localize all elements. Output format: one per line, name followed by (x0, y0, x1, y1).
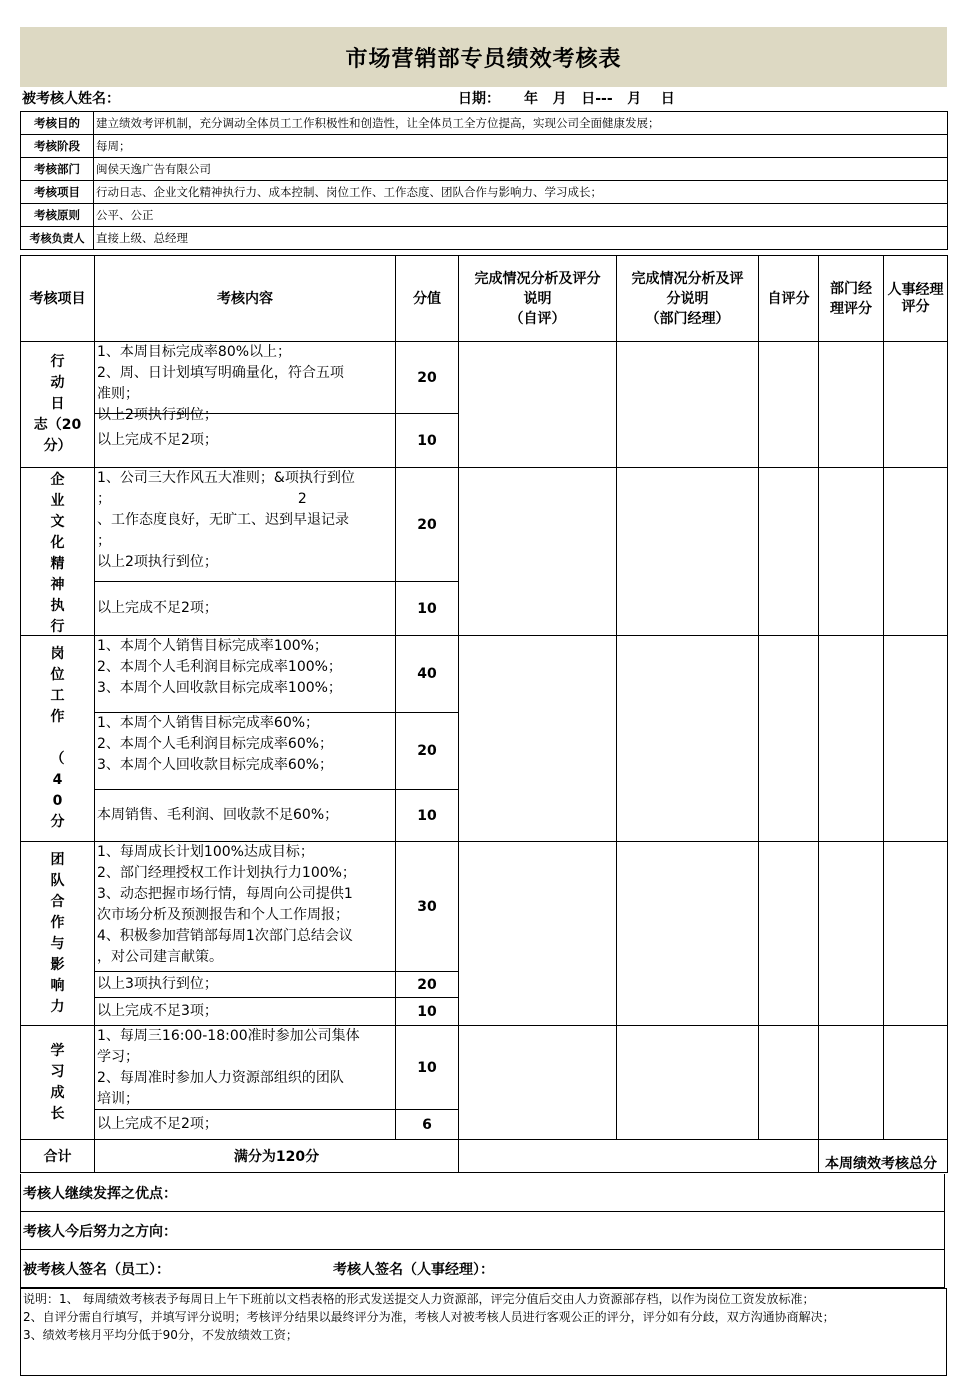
content-line: ； (97, 533, 111, 549)
content-line: ； 2 (97, 491, 307, 507)
date-label: 日期： (458, 91, 500, 107)
self-analysis-cell[interactable] (459, 842, 617, 1026)
col-header-mgr-analysis-line: 完成情况分析及评 (631, 270, 744, 287)
date-value: 年 月 日--- 月 日 (524, 91, 675, 107)
mgr-analysis-cell[interactable] (617, 468, 759, 636)
strengths-label: 考核人继续发挥之优点： (23, 1185, 177, 1202)
assessment-item-cell (21, 1026, 95, 1140)
self-analysis-cell[interactable] (459, 468, 617, 636)
content-line: 以上2项执行到位； (97, 554, 218, 570)
assessment-item-char: 日 (50, 396, 65, 412)
col-header-dept-score-line: 部门经 (830, 280, 872, 297)
content-line: 以上2项执行到位； (97, 407, 218, 423)
assessment-item-char: 力 (50, 998, 65, 1015)
info-row (21, 158, 948, 181)
assessment-item-char: 位 (50, 667, 65, 683)
assessment-item-char: 行 (50, 618, 65, 635)
info-key: 考核目的 (21, 112, 94, 135)
assessment-item-char: （ (50, 751, 65, 767)
info-value: 每周； (94, 135, 948, 158)
assessment-item-char: 岗 (50, 646, 65, 662)
info-row (21, 112, 948, 135)
content-line: 本周销售、毛利润、回收款不足60%； (97, 807, 339, 823)
content-line: 2、本周个人毛利润目标完成率60%； (97, 736, 334, 752)
improve-label: 考核人今后努力之方向： (23, 1223, 177, 1240)
col-header-item: 考核项目 (21, 256, 95, 342)
info-row (21, 135, 948, 158)
score-value: 20 (396, 468, 459, 582)
assessment-item-char: 志（20 (33, 417, 82, 433)
assessment-item-char: 业 (50, 492, 65, 509)
assessment-content-cell (95, 713, 396, 790)
assessment-item-char: 动 (50, 375, 65, 391)
score-value: 10 (396, 998, 459, 1026)
assessment-content-cell (95, 998, 396, 1026)
self-analysis-cell[interactable] (459, 342, 617, 468)
col-header-hr-score (884, 256, 948, 342)
col-header-self-score: 自评分 (759, 256, 819, 342)
score-value: 20 (396, 972, 459, 998)
assessment-content-cell (95, 636, 396, 713)
content-line: 3、动态把握市场行情，每周向公司提供1 (97, 886, 353, 902)
content-line: 3、本周个人回收款目标完成率100%； (97, 680, 342, 696)
content-line: 1、本周目标完成率80%以上； (97, 344, 292, 360)
score-value: 20 (396, 713, 459, 790)
content-line: ，对公司建言献策。 (97, 949, 223, 965)
col-header-content: 考核内容 (95, 256, 396, 342)
score-value: 10 (396, 582, 459, 636)
improve-row (20, 1212, 945, 1250)
score-value: 6 (396, 1110, 459, 1140)
dept-score-cell[interactable] (819, 342, 884, 468)
note-line: 3、绩效考核月平均分低于90分，不发放绩效工资； (23, 1328, 298, 1342)
content-line: 准则； (97, 386, 139, 402)
dept-score-cell[interactable] (819, 468, 884, 636)
col-header-mgr-analysis-line: （部门经理） (645, 310, 730, 327)
hr-score-cell[interactable] (884, 1026, 948, 1140)
content-line: 学习； (97, 1049, 139, 1065)
weekly-total-cell (819, 1140, 948, 1173)
assessment-item-char: 作 (50, 914, 65, 931)
content-line: 2、每周准时参加人力资源部组织的团队 (97, 1070, 344, 1086)
col-header-self-analysis (459, 256, 617, 342)
col-header-self-analysis-line: 完成情况分析及评分 (474, 270, 601, 287)
content-line: 、工作态度良好，无旷工、迟到早退记录 (97, 512, 349, 528)
assessment-table (20, 255, 948, 1173)
assessment-item-char: 文 (50, 513, 65, 530)
hr-score-cell[interactable] (884, 468, 948, 636)
assessment-item-char: 神 (50, 576, 65, 593)
content-line: 培训； (97, 1091, 139, 1107)
content-line: 2、周、日计划填写明确量化，符合五项 (97, 365, 344, 381)
table-row (21, 342, 948, 414)
self-score-cell[interactable] (759, 468, 819, 636)
assessment-content-cell (95, 468, 396, 582)
info-value: 闽侯天逸广告有限公司 (94, 158, 948, 181)
assessment-item-cell (21, 468, 95, 636)
score-value: 20 (396, 342, 459, 414)
col-header-hr-score-line: 人事经理 (887, 281, 944, 298)
content-line: 2、本周个人毛利润目标完成率100%； (97, 659, 342, 675)
assessment-item-char: 成 (50, 1084, 65, 1101)
hr-score-cell[interactable] (884, 842, 948, 1026)
info-table (20, 111, 948, 250)
assessment-content-cell (95, 1110, 396, 1140)
assessment-item-char: 工 (50, 688, 65, 704)
assessment-content-cell (95, 842, 396, 972)
dept-score-cell[interactable] (819, 842, 884, 1026)
hr-score-cell[interactable] (884, 342, 948, 468)
content-line: 1、本周个人销售目标完成率60%； (97, 715, 320, 731)
table-row (21, 636, 948, 713)
assessment-item-char: 与 (50, 935, 65, 952)
info-row (21, 181, 948, 204)
content-line: 1、每周成长计划100%达成目标； (97, 844, 314, 860)
content-line: 以上完成不足3项； (97, 1003, 218, 1019)
content-line: 以上完成不足2项； (97, 432, 218, 448)
mgr-analysis-cell[interactable] (617, 636, 759, 842)
mgr-analysis-cell[interactable] (617, 342, 759, 468)
assessment-item-char: 影 (50, 956, 65, 973)
dept-score-cell[interactable] (819, 636, 884, 842)
info-value: 行动日志、企业文化精神执行力、成本控制、岗位工作、工作态度、团队合作与影响力、学习成长； (94, 181, 948, 204)
col-header-hr-score-line: 评分 (901, 298, 930, 315)
self-score-cell[interactable] (759, 1026, 819, 1140)
assessment-item-char: 分 (50, 814, 65, 830)
self-score-cell[interactable] (759, 342, 819, 468)
info-value: 公平、公正 (94, 204, 948, 227)
col-header-dept-score-line: 理评分 (830, 300, 872, 317)
strengths-row (20, 1174, 945, 1212)
assessment-item-char: 4 (52, 772, 63, 788)
total-row (21, 1140, 948, 1173)
assessment-content-cell (95, 342, 396, 423)
col-header-mgr-analysis-line: 分说明 (666, 290, 709, 307)
score-value: 30 (396, 842, 459, 972)
note-line: 2、自评分需自行填写，并填写评分说明；考核评分结果以最终评分为准，考核人对被考核人员进行客观公正的评分，评分如有分歧，双方沟通协商解决； (23, 1310, 835, 1324)
self-analysis-cell[interactable] (459, 636, 617, 842)
assessment-item-char: 作 (50, 709, 65, 725)
assessment-item-char: 学 (50, 1042, 65, 1059)
total-blank (459, 1140, 819, 1173)
assessment-item-cell (21, 636, 95, 842)
content-line: 2、部门经理授权工作计划执行力100%； (97, 865, 356, 881)
info-key: 考核项目 (21, 181, 94, 204)
info-row (21, 227, 948, 250)
score-value: 10 (396, 414, 459, 468)
score-value: 10 (396, 1026, 459, 1110)
signature-row (20, 1250, 945, 1288)
assessee-name-label: 被考核人姓名： (22, 91, 120, 107)
assessment-item-char: 执 (50, 597, 65, 614)
hr-score-cell[interactable] (884, 636, 948, 842)
notes-block (20, 1288, 947, 1376)
assessment-item-char: 团 (50, 851, 65, 868)
info-key: 考核部门 (21, 158, 94, 181)
content-line: 1、本周个人销售目标完成率100%； (97, 638, 328, 654)
assessment-content-cell (95, 582, 396, 636)
info-key: 考核原则 (21, 204, 94, 227)
assessment-content-cell (95, 972, 396, 998)
col-header-self-analysis-line: 说明 (523, 290, 552, 307)
content-line: 3、本周个人回收款目标完成率60%； (97, 757, 334, 773)
content-line: 次市场分析及预测报告和个人工作周报； (97, 907, 349, 923)
assessment-item-cell (21, 342, 95, 468)
self-score-cell[interactable] (759, 636, 819, 842)
table-header-row (21, 256, 948, 342)
full-score-text: 满分为120分 (95, 1140, 459, 1173)
col-header-dept-score (819, 256, 884, 342)
info-key: 考核阶段 (21, 135, 94, 158)
content-line: 1、公司三大作风五大准则；&项执行到位 (97, 470, 355, 486)
assessment-item-char: 分） (43, 438, 72, 454)
assessment-item-char: 长 (50, 1105, 65, 1122)
table-row (21, 842, 948, 972)
info-key: 考核负责人 (21, 227, 94, 250)
assessment-item-char: 习 (50, 1063, 65, 1080)
employee-signature-label: 被考核人签名（员工）： (23, 1261, 170, 1278)
table-row (21, 468, 948, 582)
col-header-self-analysis-line: （自评） (509, 310, 566, 327)
content-line: 以上完成不足2项； (97, 1116, 218, 1132)
assessment-item-char: 队 (50, 872, 65, 889)
total-label: 合计 (21, 1140, 95, 1173)
mgr-analysis-cell[interactable] (617, 842, 759, 1026)
note-line: 说明：1、 每周绩效考核表予每周日上午下班前以文档表格的形式发送提交人力资源部，评完分值后交由人力资源部存档，以作为岗位工资发放标准； (23, 1292, 815, 1306)
assessment-item-char: 企 (50, 471, 65, 488)
content-line: 以上完成不足2项； (97, 600, 218, 616)
assessment-item-char: 0 (52, 793, 63, 809)
score-value: 10 (396, 790, 459, 842)
mgr-analysis-cell[interactable] (617, 1026, 759, 1140)
assessment-content-cell (95, 1026, 396, 1110)
assessment-item-char: 化 (50, 534, 65, 551)
self-score-cell[interactable] (759, 842, 819, 1026)
assessment-item-cell (21, 842, 95, 1026)
assessment-item-char: 精 (50, 555, 65, 572)
col-header-score: 分值 (396, 256, 459, 342)
info-value: 建立绩效考评机制，充分调动全体员工工作积极性和创造性，让全体员工全方位提高，实现公司全面健康发展； (94, 112, 948, 135)
assessment-item-char: 响 (50, 977, 65, 994)
assessment-content-cell (95, 790, 396, 842)
title-bar (20, 27, 947, 87)
info-row (21, 204, 948, 227)
content-line: 1、每周三16:00-18:00准时参加公司集体 (97, 1028, 360, 1044)
score-value: 40 (396, 636, 459, 713)
assessment-item-char: 行 (50, 354, 65, 370)
info-value: 直接上级、总经理 (94, 227, 948, 250)
table-row (21, 1026, 948, 1110)
self-analysis-cell[interactable] (459, 1026, 617, 1140)
page-title: 市场营销部专员绩效考核表 (345, 46, 622, 72)
dept-score-cell[interactable] (819, 1026, 884, 1140)
col-header-mgr-analysis (617, 256, 759, 342)
weekly-total-label: 本周绩效考核总分 (825, 1156, 937, 1172)
content-line: 4、积极参加营销部每周1次部门总结会议 (97, 928, 353, 944)
content-line: 以上3项执行到位； (97, 976, 218, 992)
hr-signature-label: 考核人签名（人事经理）： (333, 1261, 494, 1278)
assessment-item-char: 合 (50, 893, 65, 910)
assessment-item-char (23, 728, 92, 749)
